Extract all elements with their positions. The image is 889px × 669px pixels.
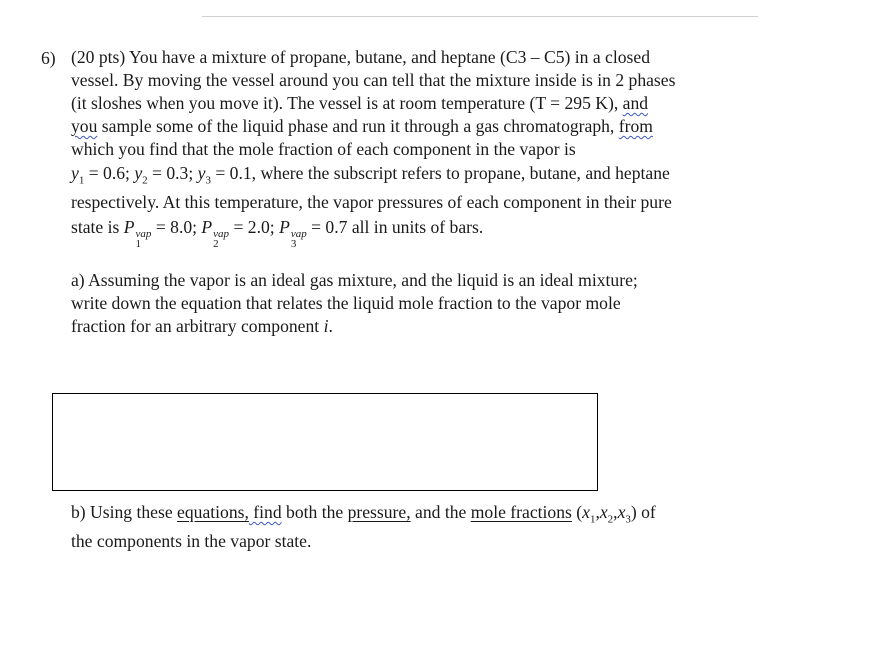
component-i: i xyxy=(323,316,329,336)
part-b-text-2: both the xyxy=(281,502,348,522)
part-b-text-4: of xyxy=(636,502,656,522)
p1-value: = 8.0; xyxy=(151,217,202,237)
p2-var: P xyxy=(201,217,213,237)
y2-var: y xyxy=(134,163,143,183)
p1-sub: 1 xyxy=(135,238,142,250)
y2-value: = 0.3; xyxy=(147,163,198,183)
x3-sub: 3 xyxy=(625,513,631,526)
spell-flag-from: from xyxy=(618,116,653,136)
close-paren: ) xyxy=(630,502,637,522)
y3-value: = 0.1 xyxy=(210,163,252,183)
x2-sub: 2 xyxy=(607,513,614,526)
question-line-8-tail: all in units of bars. xyxy=(347,217,484,237)
y1-sub: 1 xyxy=(78,174,85,187)
y1-var: y xyxy=(71,163,79,183)
question-line-4-text: sample some of the liquid phase and run it through a gas chromatograph, xyxy=(97,116,619,136)
y1-value: = 0.6; xyxy=(84,163,135,183)
question-number: 6) xyxy=(41,48,56,68)
pressure-word: pressure, xyxy=(347,502,411,522)
y2-sub: 2 xyxy=(142,174,148,187)
p1-vap-sup: vap xyxy=(135,228,152,240)
y3-sub: 3 xyxy=(205,174,211,187)
page-top-rule xyxy=(202,16,758,17)
spell-flag-you: you xyxy=(71,116,98,136)
x3-var: x xyxy=(617,502,626,522)
p3-var: P xyxy=(279,217,290,237)
part-b-line-1 xyxy=(71,502,656,526)
x1-sub: 1 xyxy=(589,513,596,526)
x2-var: x xyxy=(599,502,608,522)
question-line-8-head: state is xyxy=(71,217,124,237)
p2-value: = 2.0; xyxy=(229,217,280,237)
part-a-line-3 xyxy=(71,316,333,337)
part-a-period: . xyxy=(328,316,333,336)
vapor-mole-fractions-line xyxy=(71,163,670,187)
open-paren: ( xyxy=(571,502,583,522)
p1-var: P xyxy=(123,217,135,237)
part-b-line-2: the components in the vapor state. xyxy=(71,531,312,551)
p2-scripts xyxy=(213,229,229,249)
part-a-line-1: a) Assuming the vapor is an ideal gas mixture, and the liquid is an ideal mixture; xyxy=(71,270,638,290)
p1-scripts xyxy=(136,229,152,249)
question-line-6-tail: , where the subscript refers to propane, butane, and heptane xyxy=(251,163,670,183)
spell-flag-find: find xyxy=(248,502,282,522)
vapor-pressures-line xyxy=(71,217,483,249)
question-line-1: (20 pts) You have a mixture of propane, butane, and heptane (C3 – C5) in a closed xyxy=(71,47,650,67)
p3-value: = 0.7 xyxy=(306,217,348,237)
p3-vap-sup: vap xyxy=(290,228,307,240)
part-a-line-3-text: fraction for an arbitrary component xyxy=(71,316,324,336)
p2-sub: 2 xyxy=(213,238,219,250)
question-line-3-text: (it sloshes when you move it). The vessel is at room temperature (T = 295 K), xyxy=(71,93,623,113)
part-b-text-1: b) Using these xyxy=(71,502,178,522)
x1-var: x xyxy=(582,502,590,522)
mole-fractions-word: mole fractions xyxy=(470,502,572,522)
spell-flag-and: and xyxy=(622,93,649,113)
comma-2: , xyxy=(613,502,618,522)
p2-vap-sup: vap xyxy=(213,228,230,240)
question-line-4 xyxy=(71,116,653,137)
part-a-line-2: write down the equation that relates the liquid mole fraction to the vapor mole xyxy=(71,293,621,313)
question-line-5: which you find that the mole fraction of each component in the vapor is xyxy=(71,139,576,159)
equations-word: equations, xyxy=(177,502,249,522)
comma-1: , xyxy=(595,502,600,522)
question-line-3 xyxy=(71,93,648,114)
y3-var: y xyxy=(197,163,206,183)
p3-scripts xyxy=(291,229,307,249)
part-b-text-3: and the xyxy=(410,502,471,522)
question-line-2: vessel. By moving the vessel around you can tell that the mixture inside is in 2 phases xyxy=(71,70,676,90)
p3-sub: 3 xyxy=(290,238,297,250)
question-line-7: respectively. At this temperature, the vapor pressures of each component in their pure xyxy=(71,192,672,212)
answer-box[interactable] xyxy=(52,393,598,491)
